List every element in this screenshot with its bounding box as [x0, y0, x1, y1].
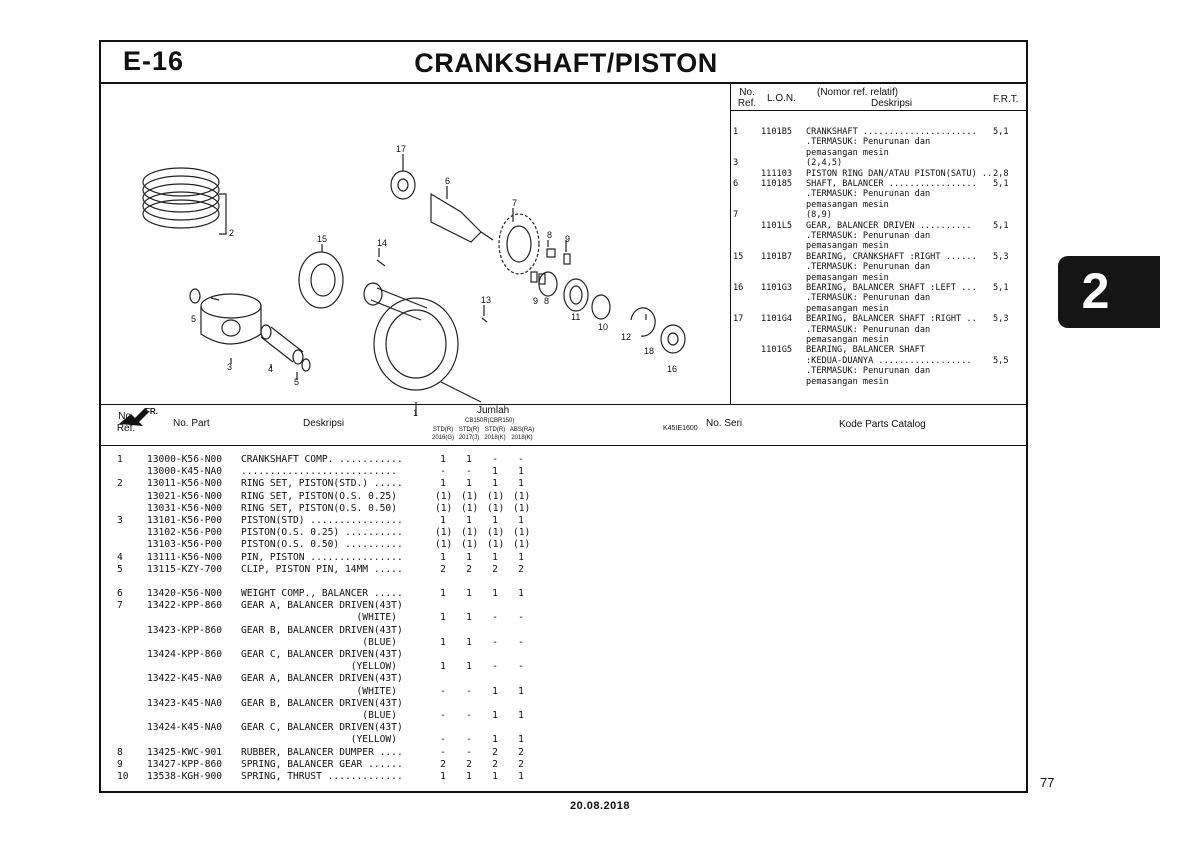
- table-row: [101, 454, 561, 466]
- lon-desc: .TERMASUK: Penurunan dan: [806, 262, 931, 273]
- lon-frt: 2,8: [993, 168, 1009, 179]
- part-number: 13538-KGH-900: [147, 771, 223, 782]
- qty-col-3: 2: [492, 758, 498, 770]
- lon-frt: 5,1: [993, 179, 1009, 189]
- qty-col-4: (1): [513, 539, 531, 551]
- svg-text:9: 9: [565, 234, 571, 244]
- part-desc: RING SET, PISTON(STD.) .....: [241, 478, 403, 490]
- table-row: [101, 588, 561, 600]
- svg-text:13: 13: [481, 295, 492, 305]
- qty-col-1: 1: [440, 478, 446, 490]
- part-number: 13422-KPP-860: [147, 600, 223, 612]
- lon-header-desc-1: (Nomor ref. relatif): [817, 87, 899, 98]
- lon-code: 1101B5: [761, 127, 793, 137]
- section-code: E-16: [123, 46, 185, 76]
- part-desc: GEAR A, BALANCER DRIVEN(43T): [241, 673, 403, 685]
- lon-frt: 5,1: [993, 220, 1009, 231]
- svg-text:11: 11: [571, 312, 581, 322]
- part-number: 13427-KPP-860: [147, 758, 223, 770]
- lon-ref: 6: [733, 179, 739, 189]
- table-row: [101, 673, 561, 685]
- lon-ref: 15: [733, 251, 744, 262]
- part-ref: 4: [117, 551, 123, 563]
- lon-desc: pemasangan mesin: [806, 147, 889, 158]
- qty-col-4: 1: [518, 771, 524, 782]
- svg-text:7: 7: [512, 198, 518, 208]
- lon-header-divider: [731, 110, 1026, 111]
- qty-col-3: 1: [492, 478, 498, 490]
- table-row: [101, 637, 561, 649]
- qty-col-4: 1: [518, 685, 524, 697]
- section-tab-number: 2: [1081, 263, 1110, 319]
- part-desc: (BLUE): [241, 636, 397, 648]
- lon-header-lon: L.O.N.: [767, 93, 796, 104]
- part-desc: PISTON(STD) ................: [241, 515, 403, 526]
- qty-col-4: 1: [518, 478, 524, 490]
- part-desc: PIN, PISTON ................: [241, 551, 403, 563]
- lon-desc: .TERMASUK: Penurunan dan: [806, 189, 931, 200]
- part-number: 13111-K56-N00: [147, 551, 223, 563]
- table-row: [101, 747, 561, 759]
- part-desc: SPRING, THRUST .............: [241, 771, 403, 782]
- qty-col-2: 2: [466, 758, 472, 770]
- lon-desc: .TERMASUK: Penurunan dan: [806, 293, 931, 304]
- table-row: [101, 600, 561, 612]
- part-number: 13423-K45-NA0: [147, 697, 223, 709]
- svg-text:FR.: FR.: [145, 407, 158, 416]
- qty-col-4: 1: [518, 466, 524, 478]
- col-4-bottom: 2018(K): [511, 435, 533, 441]
- qty-col-3: -: [492, 661, 498, 673]
- section-tab: [1058, 256, 1160, 328]
- svg-text:16: 16: [667, 364, 678, 374]
- qty-col-3: 1: [492, 734, 498, 746]
- qty-col-4: 1: [518, 588, 524, 599]
- svg-text:9: 9: [533, 296, 539, 306]
- svg-text:3: 3: [227, 362, 233, 372]
- lon-desc: pemasangan mesin: [806, 303, 889, 314]
- lon-frt: 5,1: [993, 127, 1009, 137]
- lon-desc: pemasangan mesin: [806, 335, 889, 345]
- qty-col-1: 2: [440, 758, 446, 770]
- qty-col-3: 1: [492, 551, 498, 563]
- lon-desc: pemasangan mesin: [806, 376, 889, 387]
- part-desc: RING SET, PISTON(O.S. 0.25): [241, 490, 397, 502]
- lon-desc: BEARING, BALANCER SHAFT :RIGHT ..: [806, 314, 977, 325]
- table-row: [101, 503, 561, 515]
- diagram-code: K45IE1600: [663, 425, 698, 432]
- part-number: 13422-K45-NA0: [147, 673, 223, 685]
- lon-desc: CRANKSHAFT ......................: [806, 127, 977, 137]
- qty-col-1: 1: [440, 588, 446, 599]
- qty-col-4: 1: [518, 710, 524, 721]
- qty-col-3: (1): [487, 527, 505, 539]
- part-desc: SPRING, BALANCER GEAR ......: [241, 758, 403, 770]
- part-desc: (YELLOW): [241, 661, 397, 673]
- table-row: [101, 649, 561, 661]
- lon-desc: .TERMASUK: Penurunan dan: [806, 137, 931, 148]
- svg-text:14: 14: [377, 238, 388, 248]
- table-row: [101, 759, 561, 771]
- lon-ref: 7: [733, 210, 739, 221]
- qty-col-4: 2: [518, 563, 524, 575]
- qty-col-4: -: [518, 636, 524, 648]
- lon-ref: 17: [733, 314, 744, 325]
- lon-header-desc-2: Deskripsi: [871, 98, 913, 109]
- parts-header-jumlah: Jumlah: [477, 405, 510, 416]
- part-ref: 5: [117, 563, 123, 575]
- qty-col-1: (1): [435, 490, 453, 502]
- table-row: [101, 698, 561, 710]
- lon-code: 1101L5: [761, 220, 793, 231]
- qty-col-1: 2: [440, 563, 446, 575]
- parts-table-header: [101, 404, 1026, 446]
- part-number: 13103-K56-P00: [147, 539, 223, 551]
- qty-col-2: 1: [466, 551, 472, 563]
- lon-code: 1101G5: [761, 345, 793, 356]
- qty-col-3: 2: [492, 563, 498, 575]
- part-number: 13424-K45-NA0: [147, 722, 223, 734]
- qty-col-2: (1): [461, 490, 479, 502]
- part-desc: CLIP, PISTON PIN, 14MM .....: [241, 563, 403, 575]
- part-ref: 3: [117, 515, 123, 526]
- qty-col-2: 1: [466, 515, 472, 526]
- svg-text:5: 5: [294, 377, 300, 387]
- qty-col-2: (1): [461, 527, 479, 539]
- parts-header-ref: No. Ref.: [116, 411, 136, 434]
- part-desc: (BLUE): [241, 710, 397, 721]
- lon-desc: GEAR, BALANCER DRIVEN ..........: [806, 220, 972, 231]
- qty-col-2: 1: [466, 454, 472, 465]
- qty-col-2: 1: [466, 661, 472, 673]
- table-row: [101, 686, 561, 698]
- qty-col-4: -: [518, 661, 524, 673]
- qty-col-3: (1): [487, 539, 505, 551]
- qty-col-3: (1): [487, 490, 505, 502]
- qty-col-1: -: [440, 466, 446, 478]
- qty-col-3: (1): [487, 502, 505, 514]
- part-desc: (WHITE): [241, 612, 397, 624]
- qty-col-3: -: [492, 636, 498, 648]
- qty-col-2: -: [466, 685, 472, 697]
- qty-col-1: 1: [440, 636, 446, 648]
- qty-col-3: 1: [492, 466, 498, 478]
- part-desc: PISTON(O.S. 0.50) ..........: [241, 539, 403, 551]
- lon-code: 1101G4: [761, 314, 793, 325]
- table-row: [101, 710, 561, 722]
- lon-header-frt: F.R.T.: [993, 94, 1019, 105]
- qty-col-1: (1): [435, 502, 453, 514]
- catalog-page-frame: [99, 40, 1028, 793]
- col-3-bottom: 2018(K): [484, 435, 506, 441]
- part-number: 13115-KZY-700: [147, 563, 223, 575]
- table-row: [101, 466, 561, 478]
- table-row: [101, 661, 561, 673]
- part-desc: GEAR B, BALANCER DRIVEN(43T): [241, 624, 403, 636]
- qty-col-1: -: [440, 685, 446, 697]
- part-number: 13021-K56-N00: [147, 490, 223, 502]
- lon-desc: .TERMASUK: Penurunan dan: [806, 366, 931, 377]
- lon-desc: pemasangan mesin: [806, 199, 889, 210]
- svg-text:15: 15: [317, 234, 328, 244]
- lon-frt: 5,3: [993, 314, 1009, 325]
- qty-col-2: 1: [466, 636, 472, 648]
- part-ref: 6: [117, 588, 123, 599]
- lon-table: [731, 82, 1026, 404]
- col-3-top: STD(R): [484, 427, 506, 433]
- qty-col-1: (1): [435, 527, 453, 539]
- qty-col-3: 1: [492, 685, 498, 697]
- table-row: [101, 734, 561, 746]
- qty-col-2: -: [466, 466, 472, 478]
- lon-desc: .TERMASUK: Penurunan dan: [806, 324, 931, 335]
- lon-ref: 3: [733, 158, 739, 169]
- qty-col-4: (1): [513, 502, 531, 514]
- part-desc: GEAR C, BALANCER DRIVEN(43T): [241, 649, 403, 660]
- parts-header-desc: Deskripsi: [303, 418, 345, 429]
- table-row: [101, 722, 561, 734]
- qty-col-1: 1: [440, 661, 446, 673]
- qty-col-1: 1: [440, 515, 446, 526]
- qty-col-3: 2: [492, 746, 498, 758]
- col-4-top: ABS(RA): [509, 427, 535, 433]
- col-1-top: STD(R): [432, 427, 454, 433]
- part-number: 13420-K56-N00: [147, 588, 223, 599]
- qty-col-2: (1): [461, 539, 479, 551]
- parts-header-models: CB150R(CBR150): [465, 418, 515, 424]
- part-number: 13031-K56-N00: [147, 502, 223, 514]
- qty-col-2: 1: [466, 612, 472, 624]
- part-desc: (YELLOW): [241, 734, 397, 746]
- table-row: [101, 491, 561, 503]
- lon-desc: BEARING, CRANKSHAFT :RIGHT ......: [806, 251, 977, 262]
- part-ref: 8: [117, 746, 123, 758]
- table-row: [101, 539, 561, 551]
- svg-text:8: 8: [544, 296, 550, 306]
- qty-col-4: (1): [513, 527, 531, 539]
- lon-desc: (2,4,5): [806, 158, 843, 169]
- lon-code: 1101G3: [761, 283, 793, 293]
- table-row: [101, 771, 561, 783]
- qty-col-2: (1): [461, 502, 479, 514]
- part-ref: 1: [117, 454, 123, 465]
- svg-text:1: 1: [413, 408, 419, 418]
- part-number: 13102-K56-P00: [147, 527, 223, 539]
- part-number: 13425-KWC-901: [147, 746, 223, 758]
- lon-desc: BEARING, BALANCER SHAFT :LEFT ...: [806, 283, 977, 293]
- svg-text:8: 8: [547, 230, 553, 240]
- qty-col-3: 1: [492, 588, 498, 599]
- parts-header-part-no: No. Part: [173, 418, 210, 429]
- qty-col-2: 1: [466, 478, 472, 490]
- qty-col-4: -: [518, 612, 524, 624]
- qty-col-1: -: [440, 710, 446, 721]
- svg-text:10: 10: [598, 322, 609, 332]
- qty-col-1: 1: [440, 612, 446, 624]
- table-row: [101, 612, 561, 624]
- part-desc: GEAR C, BALANCER DRIVEN(43T): [241, 722, 403, 734]
- page-number: 77: [1040, 775, 1055, 790]
- table-row: [101, 515, 561, 527]
- svg-text:4: 4: [268, 364, 274, 374]
- page-header: [101, 42, 1026, 84]
- qty-col-3: 1: [492, 710, 498, 721]
- part-desc: PISTON(O.S. 0.25) ..........: [241, 527, 403, 539]
- svg-text:2: 2: [229, 228, 235, 238]
- lon-desc: pemasangan mesin: [806, 241, 889, 252]
- lon-frt: 5,5: [993, 355, 1009, 366]
- part-desc: WEIGHT COMP., BALANCER .....: [241, 588, 403, 599]
- qty-col-3: 1: [492, 771, 498, 782]
- part-desc: CRANKSHAFT COMP. ...........: [241, 454, 403, 465]
- parts-header-catalog: Kode Parts Catalog: [839, 419, 926, 430]
- svg-text:12: 12: [621, 332, 632, 342]
- lon-code: 1101B7: [761, 251, 793, 262]
- part-ref: 9: [117, 758, 123, 770]
- qty-col-2: -: [466, 710, 472, 721]
- lon-desc: BEARING, BALANCER SHAFT: [806, 345, 925, 356]
- qty-col-4: 1: [518, 734, 524, 746]
- qty-col-4: (1): [513, 490, 531, 502]
- svg-text:18: 18: [644, 346, 655, 356]
- qty-col-4: 2: [518, 746, 524, 758]
- part-desc: RUBBER, BALANCER DUMPER ....: [241, 746, 403, 758]
- part-number: 13000-K56-N00: [147, 454, 223, 465]
- qty-col-4: 1: [518, 551, 524, 563]
- part-ref: 7: [117, 600, 123, 612]
- table-row: [101, 478, 561, 490]
- parts-header-serial: No. Seri: [706, 418, 743, 429]
- qty-col-1: 1: [440, 551, 446, 563]
- table-row: [101, 625, 561, 637]
- qty-col-4: 1: [518, 515, 524, 526]
- qty-col-1: 1: [440, 771, 446, 782]
- lon-desc: :KEDUA-DUANYA ..................: [806, 355, 972, 366]
- part-number: 13000-K45-NA0: [147, 466, 223, 478]
- qty-col-4: -: [518, 454, 524, 465]
- lon-desc: (8,9): [806, 210, 832, 221]
- page-title: CRANKSHAFT/PISTON: [414, 48, 718, 78]
- part-desc: (WHITE): [241, 685, 397, 697]
- lon-desc: PISTON RING DAN/ATAU PISTON(SATU) ..: [806, 168, 993, 179]
- table-row: [101, 564, 561, 576]
- lon-ref: 1: [733, 127, 739, 137]
- part-number: 13101-K56-P00: [147, 515, 223, 526]
- qty-col-4: 2: [518, 758, 524, 770]
- lon-code: 110185: [761, 179, 793, 189]
- lon-desc: .TERMASUK: Penurunan dan: [806, 231, 931, 241]
- table-row: [101, 552, 561, 564]
- qty-col-2: -: [466, 734, 472, 746]
- part-desc: GEAR B, BALANCER DRIVEN(43T): [241, 697, 403, 709]
- part-number: 13011-K56-N00: [147, 478, 223, 490]
- col-1-bottom: 2016(G): [431, 435, 454, 441]
- lon-desc: pemasangan mesin: [806, 272, 889, 283]
- print-date: 20.08.2018: [569, 800, 631, 812]
- col-2-bottom: 2017(J): [458, 435, 480, 441]
- qty-col-3: -: [492, 454, 498, 465]
- svg-text:5: 5: [191, 314, 197, 324]
- qty-col-1: -: [440, 746, 446, 758]
- table-row: [101, 527, 561, 539]
- lon-code: 111103: [761, 168, 793, 179]
- svg-text:6: 6: [445, 176, 451, 186]
- lon-frt: 5,1: [993, 283, 1009, 293]
- qty-col-1: -: [440, 734, 446, 746]
- qty-col-2: -: [466, 746, 472, 758]
- lon-ref: 16: [733, 283, 744, 293]
- qty-col-2: 1: [466, 771, 472, 782]
- lon-frt: 5,3: [993, 251, 1009, 262]
- qty-col-3: -: [492, 612, 498, 624]
- qty-col-2: 1: [466, 588, 472, 599]
- qty-col-1: 1: [440, 454, 446, 465]
- qty-col-2: 2: [466, 563, 472, 575]
- svg-text:17: 17: [396, 144, 407, 154]
- part-ref: 10: [117, 771, 129, 782]
- part-desc: GEAR A, BALANCER DRIVEN(43T): [241, 600, 403, 612]
- part-number: 13424-KPP-860: [147, 649, 223, 660]
- part-ref: 2: [117, 478, 123, 490]
- lon-header-ref: No. Ref.: [737, 87, 757, 109]
- lon-desc: SHAFT, BALANCER .................: [806, 179, 977, 189]
- part-desc: ...........................: [241, 466, 397, 478]
- qty-col-3: 1: [492, 515, 498, 526]
- qty-col-1: (1): [435, 539, 453, 551]
- part-number: 13423-KPP-860: [147, 624, 223, 636]
- part-desc: RING SET, PISTON(O.S. 0.50): [241, 502, 397, 514]
- col-2-top: STD(R): [458, 427, 480, 433]
